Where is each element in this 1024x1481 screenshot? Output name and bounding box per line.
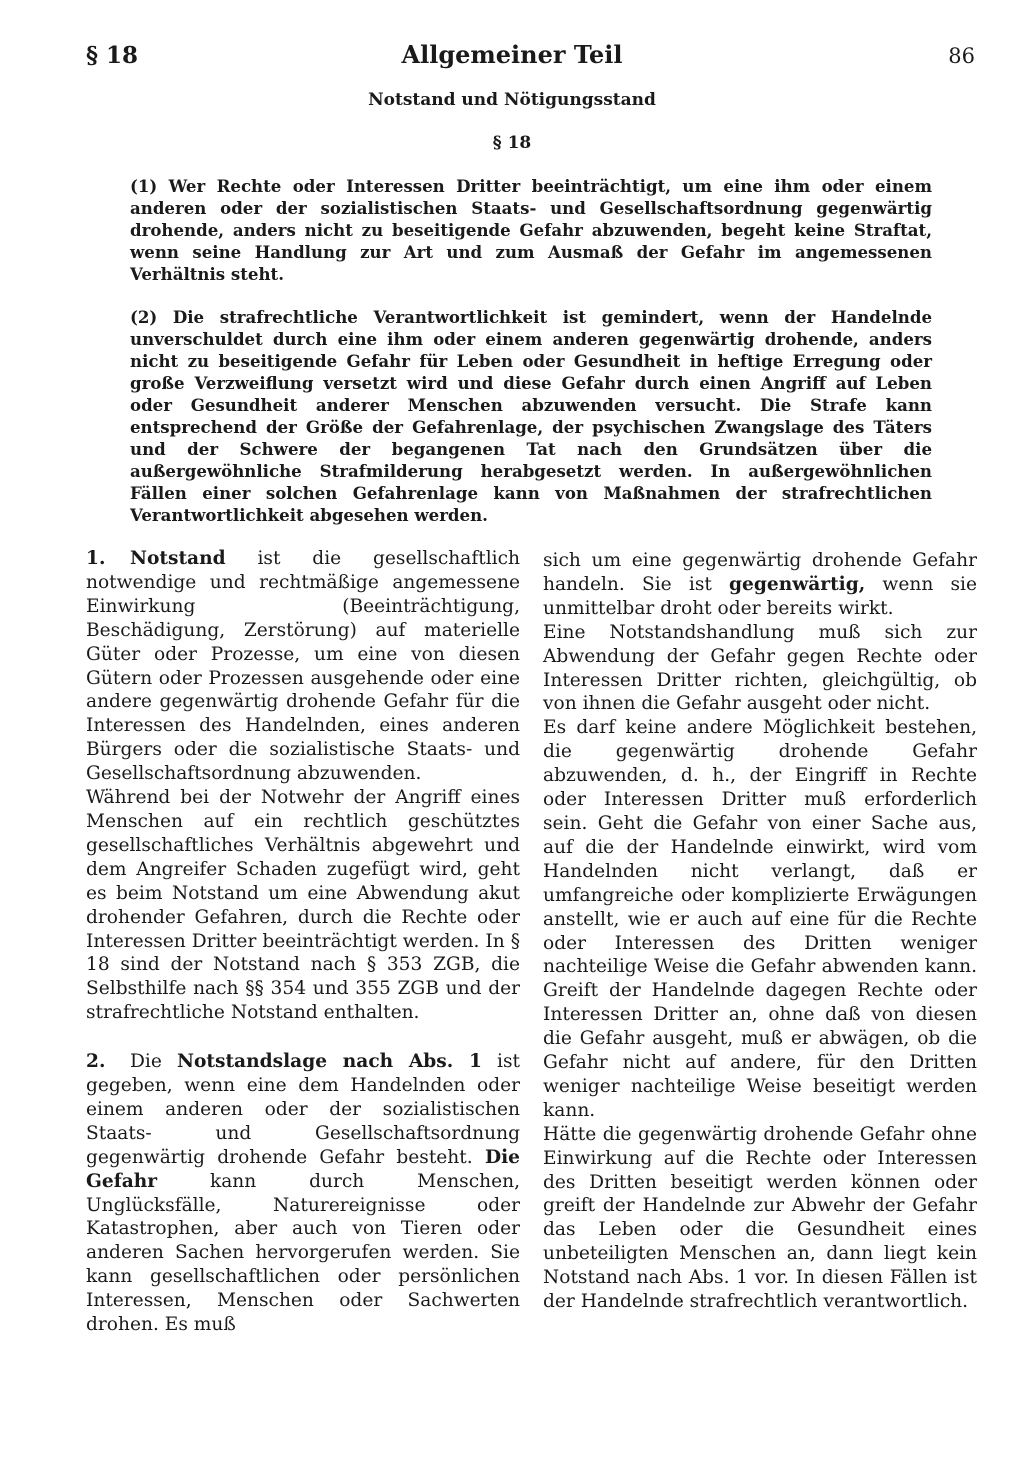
note-term: gegenwärtig, xyxy=(729,573,866,595)
header-section-ref: § 18 xyxy=(86,42,139,69)
paragraph-number: § 18 xyxy=(492,133,532,153)
note-text: ist die gesellschaftlich notwendige und rechtmäßige angemessene Einwirkung (Beeinträchtigung, Beschädigung, Zerstörung) auf materielle Güter oder Prozesse, um eine von diesen Gütern oder Prozessen ausgehende oder eine andere gegenwärtig drohende Gefahr für die Interessen des Handelnden, eines anderen Bürgers oder die sozialistische Staats- und Gesellschaftsordnung abzuwenden. xyxy=(86,548,520,785)
note-term: Die Gefahr xyxy=(86,1146,520,1192)
commentary-paragraph-action: Eine Notstandshandlung muß sich zur Abwendung der Gefahr gegen Rechte oder Interessen Dritter richten, gleichgültig, ob von ihnen die Gefahr ausgeht oder nicht. xyxy=(543,621,977,715)
section-heading: Notstand und Nötigungsstand xyxy=(368,90,656,110)
commentary-paragraph-liability: Hätte die gegenwärtig drohende Gefahr ohne Einwirkung auf die Rechte oder Interessen des Dritten beseitigt werden können oder greift der Handelnde zur Abwehr der Gefahr das Leben oder die Gesundheit eines unbeteiligten Menschen an, dann liegt kein Notstand nach Abs. 1 vor. In diesen Fällen ist der Handelnde strafrechtlich verantwortlich. xyxy=(543,1123,977,1313)
commentary-column-right xyxy=(543,549,977,1314)
commentary-note-2 xyxy=(86,1050,520,1337)
note-number: 1. xyxy=(86,548,106,569)
commentary-note-1 xyxy=(86,547,520,786)
commentary-note-1-continued: Während bei der Notwehr der Angriff eines Menschen auf ein rechtlich geschütztes gesellschaftliches Verhältnis abgewehrt und dem Angreifer Schaden zugefügt wird, geht es beim Notstand um eine Abwendung akut drohender Gefahren, durch die Rechte oder Interessen Dritter beeinträchtigt werden. In § 18 sind der Notstand nach § 353 ZGB, die Selbsthilfe nach §§ 354 und 355 ZGB und der strafrechtliche Notstand enthalten. xyxy=(86,787,520,1024)
note-text: sich um eine gegenwärtig drohende Gefahr handeln. Sie ist xyxy=(543,550,977,595)
note-term: Notstand xyxy=(130,548,226,569)
note-term: Notstandslage nach Abs. 1 xyxy=(177,1051,482,1073)
commentary-note-2-continued xyxy=(543,549,977,621)
note-text: kann durch Menschen, Unglücksfälle, Naturereignisse oder Katastrophen, aber auch von Tieren oder anderen Sachen hervorgerufen werden. Sie kann gesellschaftlichen oder persönlichen Interessen, Menschen oder Sachwerten drohen. Es muß xyxy=(86,1170,520,1336)
running-header xyxy=(0,38,1024,78)
note-number: 2. xyxy=(86,1051,106,1073)
note-text: ist gegeben, wenn eine dem Handelnden oder einem anderen oder der sozialistischen Staats- und Gesellschaftsordnung gegenwärtig drohende Gefahr besteht. xyxy=(86,1051,520,1168)
statute-paragraph-1: (1) Wer Rechte oder Interessen Dritter beeinträchtigt, um eine ihm oder einem anderen oder der sozialistischen Staats- und Gesellschaftsordnung gegenwärtig drohende, anders nicht zu beseitigende Gefahr abzuwenden, begeht keine Straftat, wenn seine Handlung zur Art und zum Ausmaß der Gefahr im angemessenen Verhältnis steht. xyxy=(130,176,932,284)
note-text: wenn sie unmittelbar droht oder bereits wirkt. xyxy=(543,573,977,619)
statute-paragraph-2: (2) Die strafrechtliche Verantwortlichkeit ist gemindert, wenn der Handelnde unverschuldet durch eine ihm oder einem anderen gegenwärtig drohende, anders nicht zu beseitigende Gefahr für Leben oder Gesundheit in heftige Erregung oder große Verzweiflung versetzt wird und diese Gefahr durch einen Angriff auf Leben oder Gesundheit anderer Menschen abzuwenden versucht. Die Strafe kann entsprechend der Größe der Gefahrenlage, der psychischen Zwangslage des Täters und der Schwere der begangenen Tat nach den Grundsätzen über die außergewöhnliche Strafmilderung herabgesetzt werden. In außergewöhnlichen Fällen einer solchen Gefahrenlage kann von Maßnahmen der strafrechtlichen Verantwortlichkeit abgesehen werden. xyxy=(130,307,932,525)
note-text: Die xyxy=(130,1051,178,1073)
header-title: Allgemeiner Teil xyxy=(401,40,623,69)
commentary-column-left xyxy=(86,547,520,1337)
page-number: 86 xyxy=(948,44,975,68)
commentary-paragraph-necessity: Es darf keine andere Möglichkeit bestehen, die gegenwärtig drohende Gefahr abzuwenden, d. h., der Eingriff in Rechte oder Interessen Dritter muß erforderlich sein. Geht die Gefahr von einer Sache aus, auf die der Handelnde einwirkt, wird vom Handelnden nicht verlangt, daß er umfangreiche oder komplizierte Erwägungen anstellt, wie er auch auf eine für die Rechte oder Interessen des Dritten weniger nachteilige Weise die Gefahr abwenden kann. Greift der Handelnde dagegen Rechte oder Interessen Dritter an, ohne daß von diesen die Gefahr ausgeht, muß er abwägen, ob die Gefahr nicht auf andere, für den Dritten weniger nachteilige Weise beseitigt werden kann. xyxy=(543,717,977,1121)
